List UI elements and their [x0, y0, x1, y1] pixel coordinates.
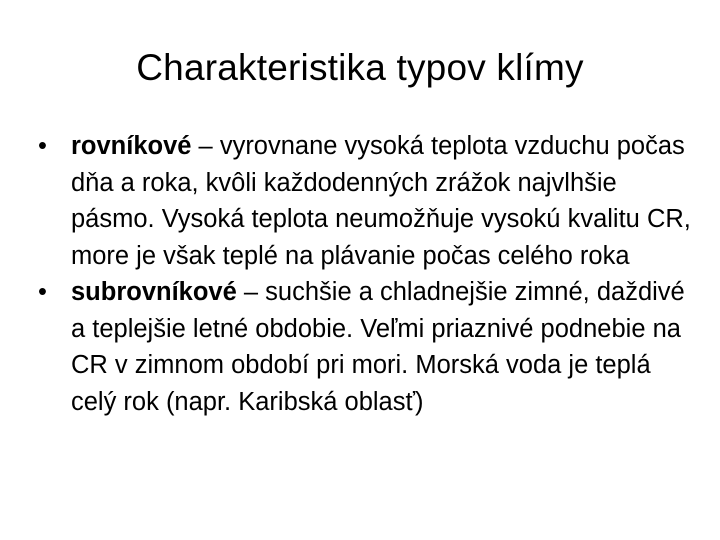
- bullet-term: subrovníkové: [71, 278, 237, 306]
- bullet-text: – suchšie a chladnejšie zimné, daždivé a teplejšie letné obdobie. Veľmi priaznivé podnebie na CR v zimnom období pri mori. Morská voda je teplá celý rok (napr. Karibská oblasť): [71, 278, 685, 416]
- bullet-term: rovníkové: [71, 132, 192, 160]
- bullet-dot: •: [38, 132, 47, 160]
- slide-title: Charakteristika typov klímy: [136, 47, 584, 88]
- bullet-dot: •: [38, 278, 47, 306]
- bullet-item-rovnikove: [36, 128, 696, 274]
- bullet-item-subrovnikove: [36, 274, 696, 420]
- bullet-list: [36, 128, 696, 420]
- bullet-text: – vyrovnane vysoká teplota vzduchu počas dňa a roka, kvôli každodenných zrážok najvlhšie pásmo. Vysoká teplota neumožňuje vysokú kvalitu CR, more je však teplé na plávanie počas celého roka: [71, 132, 691, 270]
